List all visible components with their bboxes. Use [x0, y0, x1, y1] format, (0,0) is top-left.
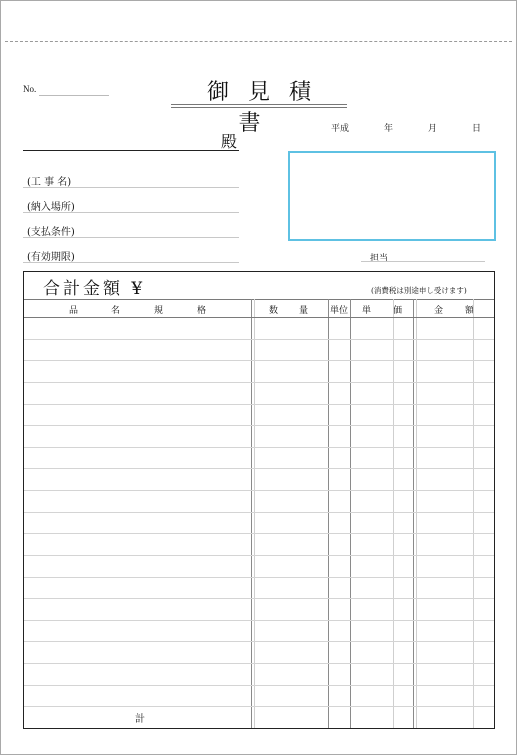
column-header-item-1: 品: [69, 306, 79, 316]
project-name-label: (工 事 名): [27, 177, 72, 188]
document-number-label: No.: [23, 84, 37, 94]
column-header-amount-2: 額: [465, 306, 475, 316]
column-header-qty-1: 数: [269, 306, 279, 316]
date-month-label: 月: [428, 124, 438, 134]
table-row: [24, 339, 494, 340]
table-row: [24, 577, 494, 578]
column-header-item-4: 格: [197, 306, 207, 316]
total-amount-label: 合計金額 ¥: [43, 279, 146, 299]
table-row: [24, 641, 494, 642]
addressee-field[interactable]: [23, 150, 239, 151]
table-row: [24, 360, 494, 361]
table-row: [24, 555, 494, 556]
table-row: [24, 663, 494, 664]
column-header-unit: 単位: [330, 306, 349, 316]
project-name-field[interactable]: [23, 187, 239, 188]
header-top-rule: [24, 299, 494, 300]
table-row: [24, 685, 494, 686]
table-row: [24, 706, 494, 707]
delivery-location-label: (納入場所): [27, 202, 75, 213]
table-row: [24, 620, 494, 621]
table-row: [24, 425, 494, 426]
column-header-item-2: 名: [111, 306, 121, 316]
date-era-label: 平成: [331, 124, 350, 134]
column-header-price-2: 価: [393, 306, 403, 316]
perforation-line: [5, 41, 512, 42]
page-title: 御見積書: [206, 80, 330, 136]
column-header-qty-2: 量: [299, 306, 309, 316]
table-row: [24, 468, 494, 469]
staff-label: 担当: [370, 254, 389, 264]
tax-note: (消費税は別途申し受けます): [371, 286, 467, 295]
table-row: [24, 382, 494, 383]
column-header-price-1: 単: [362, 306, 372, 316]
subtotal-label: 計: [135, 714, 145, 725]
validity-period-label: (有効期限): [27, 252, 75, 263]
addressee-suffix: 殿: [221, 132, 238, 151]
header-bottom-rule: [24, 317, 494, 318]
delivery-location-field[interactable]: [23, 212, 239, 213]
table-row: [24, 598, 494, 599]
table-row: [24, 447, 494, 448]
date-day-label: 日: [472, 124, 482, 134]
validity-period-field[interactable]: [23, 262, 239, 263]
title-underline: [171, 104, 347, 105]
column-header-amount-1: 金: [434, 306, 444, 316]
company-stamp-box: [288, 151, 496, 241]
staff-field[interactable]: [361, 261, 485, 262]
table-row: [24, 533, 494, 534]
column-header-item-3: 規: [154, 306, 164, 316]
title-underline-double: [171, 107, 347, 108]
payment-terms-label: (支払条件): [27, 227, 75, 238]
date-year-label: 年: [384, 124, 394, 134]
table-row: [24, 512, 494, 513]
payment-terms-field[interactable]: [23, 237, 239, 238]
table-row: [24, 404, 494, 405]
table-row: [24, 490, 494, 491]
document-number-field[interactable]: [39, 95, 109, 96]
